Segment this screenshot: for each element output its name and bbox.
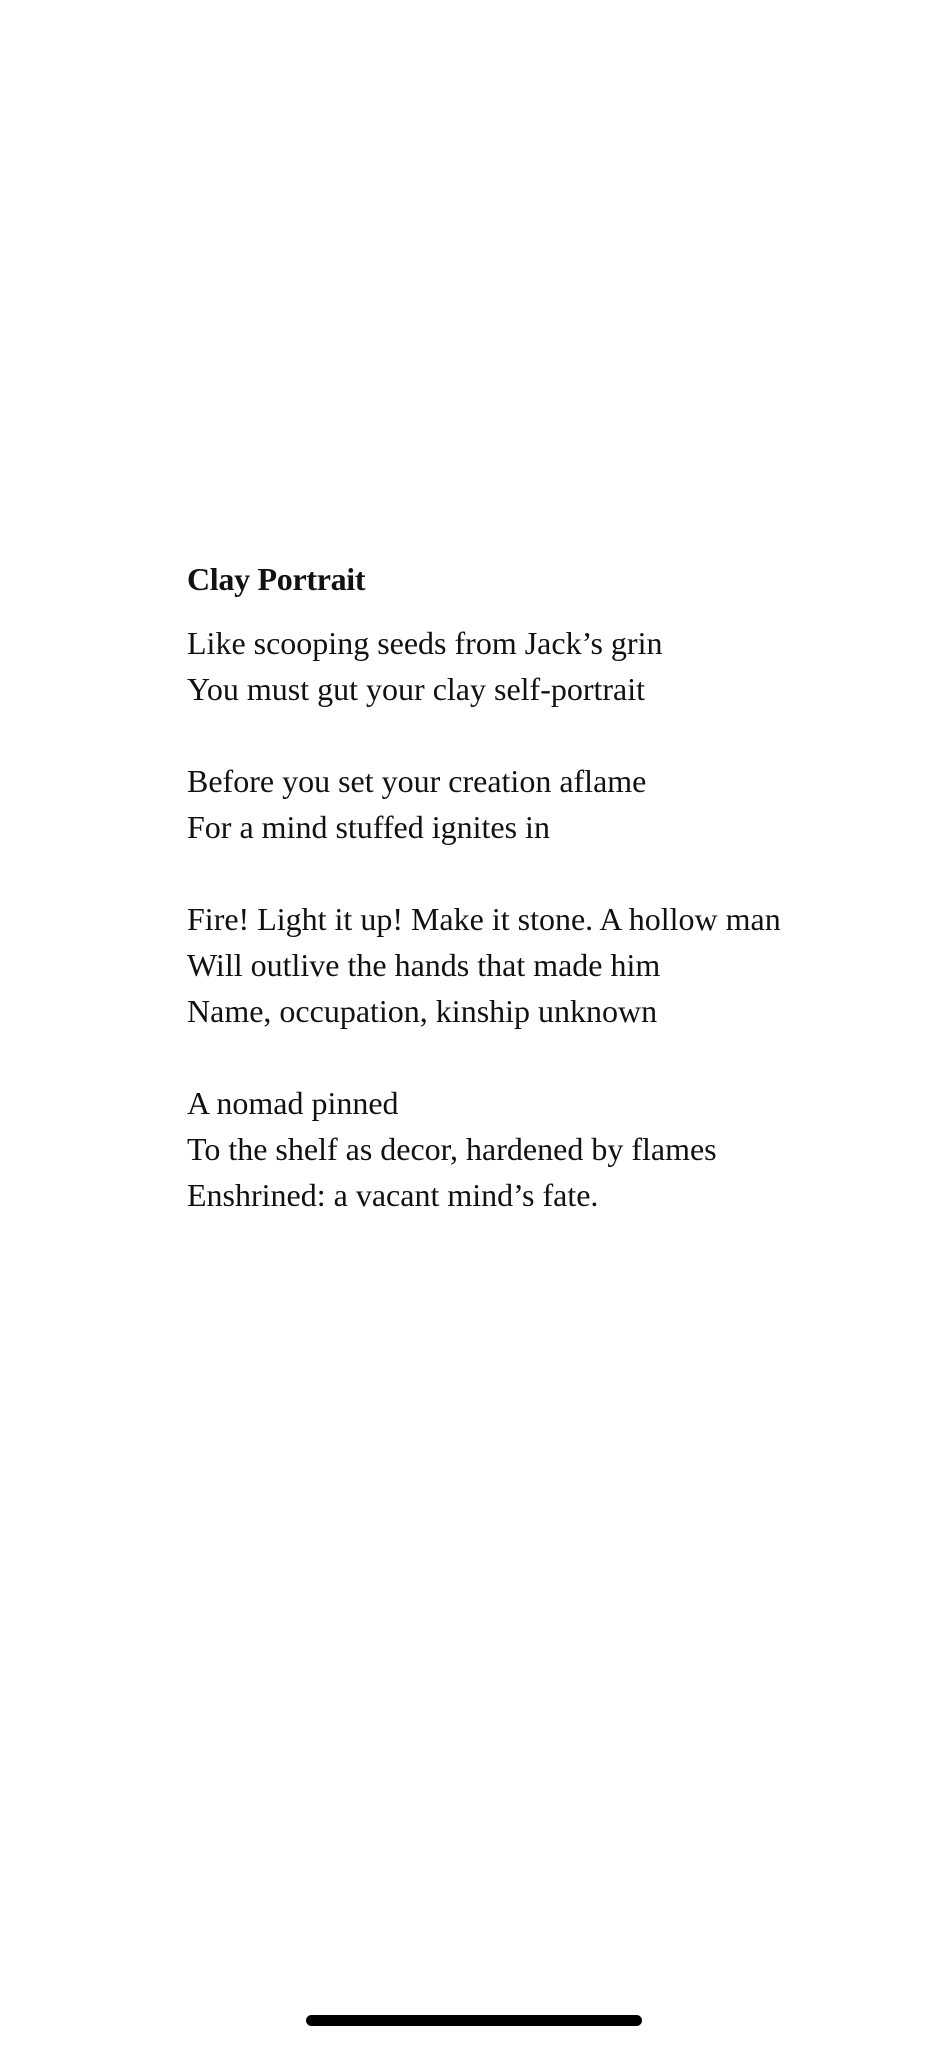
- stanza: [187, 1080, 887, 1218]
- poem-line: You must gut your clay self-portrait: [187, 671, 646, 708]
- poem-line: Name, occupation, kinship unknown: [187, 993, 658, 1030]
- poem-title: Clay Portrait: [187, 561, 366, 597]
- poem-line: Enshrined: a vacant mind’s fate.: [187, 1177, 599, 1214]
- poem-line: Before you set your creation aflame: [187, 763, 647, 800]
- poem-line: Fire! Light it up! Make it stone. A hollow man: [187, 901, 781, 938]
- stanza: [187, 758, 887, 850]
- home-indicator[interactable]: [306, 2015, 642, 2026]
- poem: [187, 560, 887, 1264]
- poem-line: For a mind stuffed ignites in: [187, 809, 550, 846]
- poem-line: Like scooping seeds from Jack’s grin: [187, 625, 663, 662]
- poem-line: A nomad pinned: [187, 1085, 399, 1122]
- stanza: [187, 896, 887, 1034]
- poem-line: Will outlive the hands that made him: [187, 947, 661, 984]
- stanza: [187, 620, 887, 712]
- poem-line: To the shelf as decor, hardened by flames: [187, 1131, 717, 1168]
